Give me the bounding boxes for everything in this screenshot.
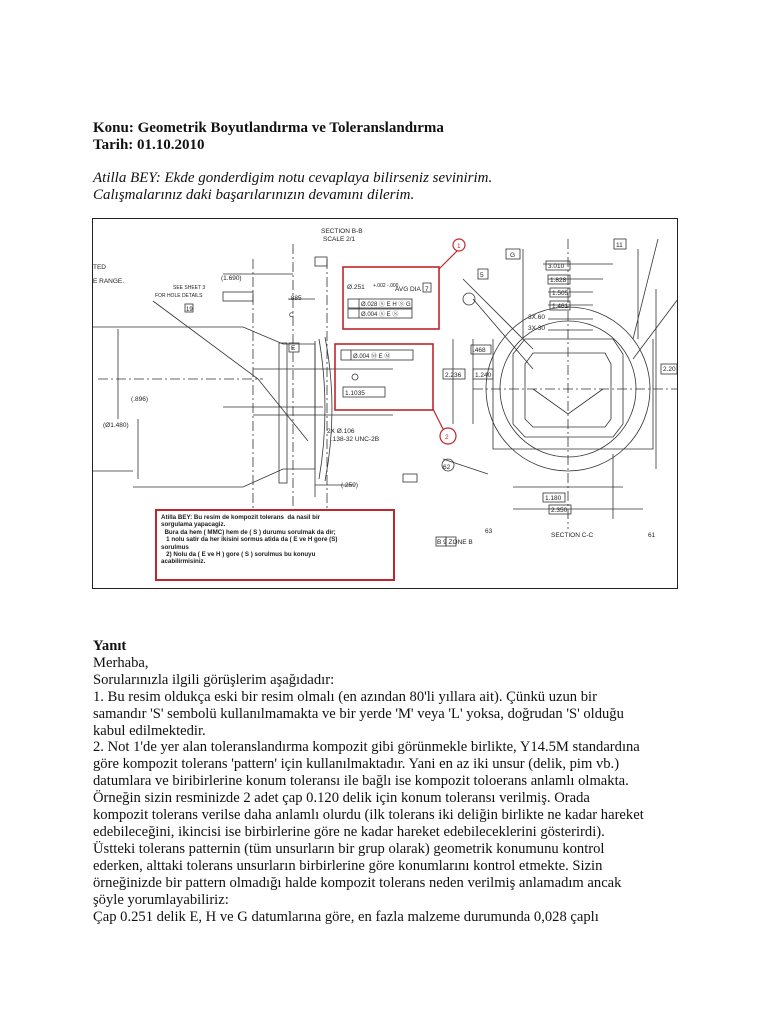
answer-line: şöyle yorumlayabiliriz: bbox=[93, 891, 229, 908]
answer-line: Üstteki tolerans patternin (tüm unsurların bir grup olarak) geometrik konumunu kontrol bbox=[93, 840, 605, 857]
zone-label: B 9 ZONE B bbox=[437, 539, 473, 546]
dim-1505: 1.505 bbox=[552, 290, 569, 297]
answer-line: samandır 'S' sembolü kullanılmamakta ve bir yerde 'M' veya 'L' yoksa, doğrudan 'S' olduğu bbox=[93, 705, 624, 722]
label-63: 63 bbox=[485, 528, 493, 535]
answer-line: 2. Not 1'de yer alan toleranslandırma kompozit gibi görünmekle birlikte, Y14.5M standardına bbox=[93, 739, 640, 756]
fcf-row-1: Ø.028 Ⓢ E H Ⓢ G bbox=[361, 302, 411, 308]
intro-note bbox=[93, 170, 492, 204]
see-sheet-label: SEE SHEET 3 bbox=[173, 285, 206, 291]
answer-title: Yanıt bbox=[93, 638, 127, 654]
fcf-dia: Ø.251 bbox=[347, 284, 365, 291]
dim-468: .468 bbox=[473, 347, 486, 354]
technical-drawing bbox=[92, 218, 678, 589]
annotation-line-2: sorgulama yapacagiz. bbox=[161, 521, 226, 529]
label-61: 61 bbox=[648, 532, 656, 539]
dim-2350: 2.350 bbox=[551, 507, 568, 514]
annotation-line-6: 2) Nolu da ( E ve H ) gore ( S ) sorulmus bu konuyu bbox=[161, 551, 316, 559]
dim-1480: (Ø1.480) bbox=[103, 422, 129, 429]
scale-label: SCALE 2/1 bbox=[323, 236, 356, 243]
dim-1690: (1.690) bbox=[221, 275, 242, 282]
annotation-line-3: Bura da hem ( MMC) hem de ( S ) durumu sorulmak da dir; bbox=[161, 528, 336, 536]
fcf-note: 7 bbox=[425, 286, 429, 293]
dim-3010: 3.010 bbox=[548, 263, 565, 270]
dim-220: 2.20 bbox=[663, 366, 676, 373]
document-header bbox=[93, 120, 444, 154]
date-line: Tarih: 01.10.2010 bbox=[93, 137, 205, 153]
dim-885: .885 bbox=[289, 295, 302, 302]
answer-line: edebileceğini, ikincisi ise birbirlerine göre ne kadar hareket edebileceklerini gösterirdi). bbox=[93, 823, 605, 840]
label-62: 62 bbox=[443, 464, 451, 471]
answer-line: Sorularınızla ilgili görüşlerim aşağıdadır: bbox=[93, 671, 335, 688]
dim-1240: 1.240 bbox=[475, 372, 492, 379]
dim-2236: 2.236 bbox=[445, 372, 462, 379]
section-bb-label: SECTION B-B bbox=[321, 228, 363, 235]
fcf-tol: +.002 -.000 bbox=[373, 283, 399, 289]
answer-line: kompozit tolerans verilse daha anlamlı olurdu (ilk tolerans iki deliğin birlikte ne kadar hareket bbox=[93, 807, 644, 824]
answer-line: datumlara ve biribirlerine konum toleransı ile bağlı ise kompozit toloerans anlamlı olmakta. bbox=[93, 773, 629, 790]
label-11: 11 bbox=[616, 242, 623, 249]
answer-line: Çap 0.251 delik E, H ve G datumlarına göre, en fazla malzeme durumunda 0,028 çaplı bbox=[93, 908, 599, 925]
ted-label: TED bbox=[93, 264, 106, 271]
question-annotation-box bbox=[155, 509, 395, 581]
label-5: 5 bbox=[480, 272, 484, 279]
dim-3x60: 3X.60 bbox=[528, 314, 545, 321]
dim-259: (.259) bbox=[341, 482, 358, 489]
answer-line: Örneğin sizin resminizde 2 adet çap 0.120 delik için konum toleransı verilmiş. Orada bbox=[93, 790, 590, 807]
intro-line-1: Atilla BEY: Ekde gonderdigim notu cevaplaya bilirseniz sevinirim. bbox=[93, 170, 493, 186]
dim-1461: 1.461 bbox=[552, 303, 569, 310]
thread-label: .138-32 UNC-2B bbox=[331, 436, 380, 443]
fcf-row-2: Ø.004 Ⓢ E Ⓢ bbox=[361, 312, 399, 318]
callout-1: 1 bbox=[457, 243, 461, 250]
section-cc-label: SECTION C-C bbox=[551, 532, 594, 539]
fcf-avg: AVG DIA bbox=[395, 286, 421, 293]
answer-line: göre kompozit tolerans 'pattern' için kullanılmaktadır. Yani en az iki unsur (delik, pim vb.) bbox=[93, 756, 620, 773]
dim-1035: 1.1035 bbox=[345, 390, 365, 397]
label-e: E bbox=[291, 345, 296, 352]
for-hole-label: FOR HOLE DETAILS bbox=[155, 293, 203, 299]
answer-section bbox=[93, 638, 693, 925]
annotation-line-1: Atilla BEY: Bu resim de kompozit tolerans da nasil bir bbox=[161, 514, 321, 521]
label-c: C bbox=[289, 312, 294, 319]
answer-line: örneğinizde bir pattern olmadığı halde kompozit tolerans neden verilmiş anlamadım ancak bbox=[93, 874, 622, 891]
dim-1180: 1.180 bbox=[545, 495, 562, 502]
annotation-line-5: sorulmus bbox=[161, 543, 189, 551]
dim-1828: 1.828 bbox=[550, 277, 567, 284]
label-g: G bbox=[510, 252, 516, 259]
dim-106: 2X Ø.106 bbox=[327, 428, 355, 435]
answer-line: 1. Bu resim oldukça eski bir resim olmalı (en azından 80'li yıllara ait). Çünkü uzun bir bbox=[93, 688, 597, 705]
dim-3x30: 3X.30 bbox=[528, 325, 545, 332]
fcf-2: Ø.004 Ⓜ E Ⓜ bbox=[353, 354, 391, 360]
range-label: E RANGE. bbox=[93, 278, 125, 285]
annotation-line-7: acabilirmisiniz. bbox=[161, 558, 206, 566]
intro-line-2: Calışmalarınız daki başarılarınızın devamını dilerim. bbox=[93, 187, 415, 203]
callout-2: 2 bbox=[445, 434, 449, 441]
note-19: 19 bbox=[186, 307, 193, 313]
subject-line: Konu: Geometrik Boyutlandırma ve Toleranslandırma bbox=[93, 120, 444, 136]
answer-greeting: Merhaba, bbox=[93, 654, 149, 671]
annotation-line-4: 1 nolu satir da her ikisini sormus atida da ( E ve H gore (S) bbox=[161, 536, 338, 544]
dim-896: (.896) bbox=[131, 396, 148, 403]
answer-line: ederken, alttaki tolerans unsurların birbirlerine göre konumlarını kontrol etmekte. Sizin bbox=[93, 857, 603, 874]
answer-line: kabul edilmektedir. bbox=[93, 722, 206, 739]
